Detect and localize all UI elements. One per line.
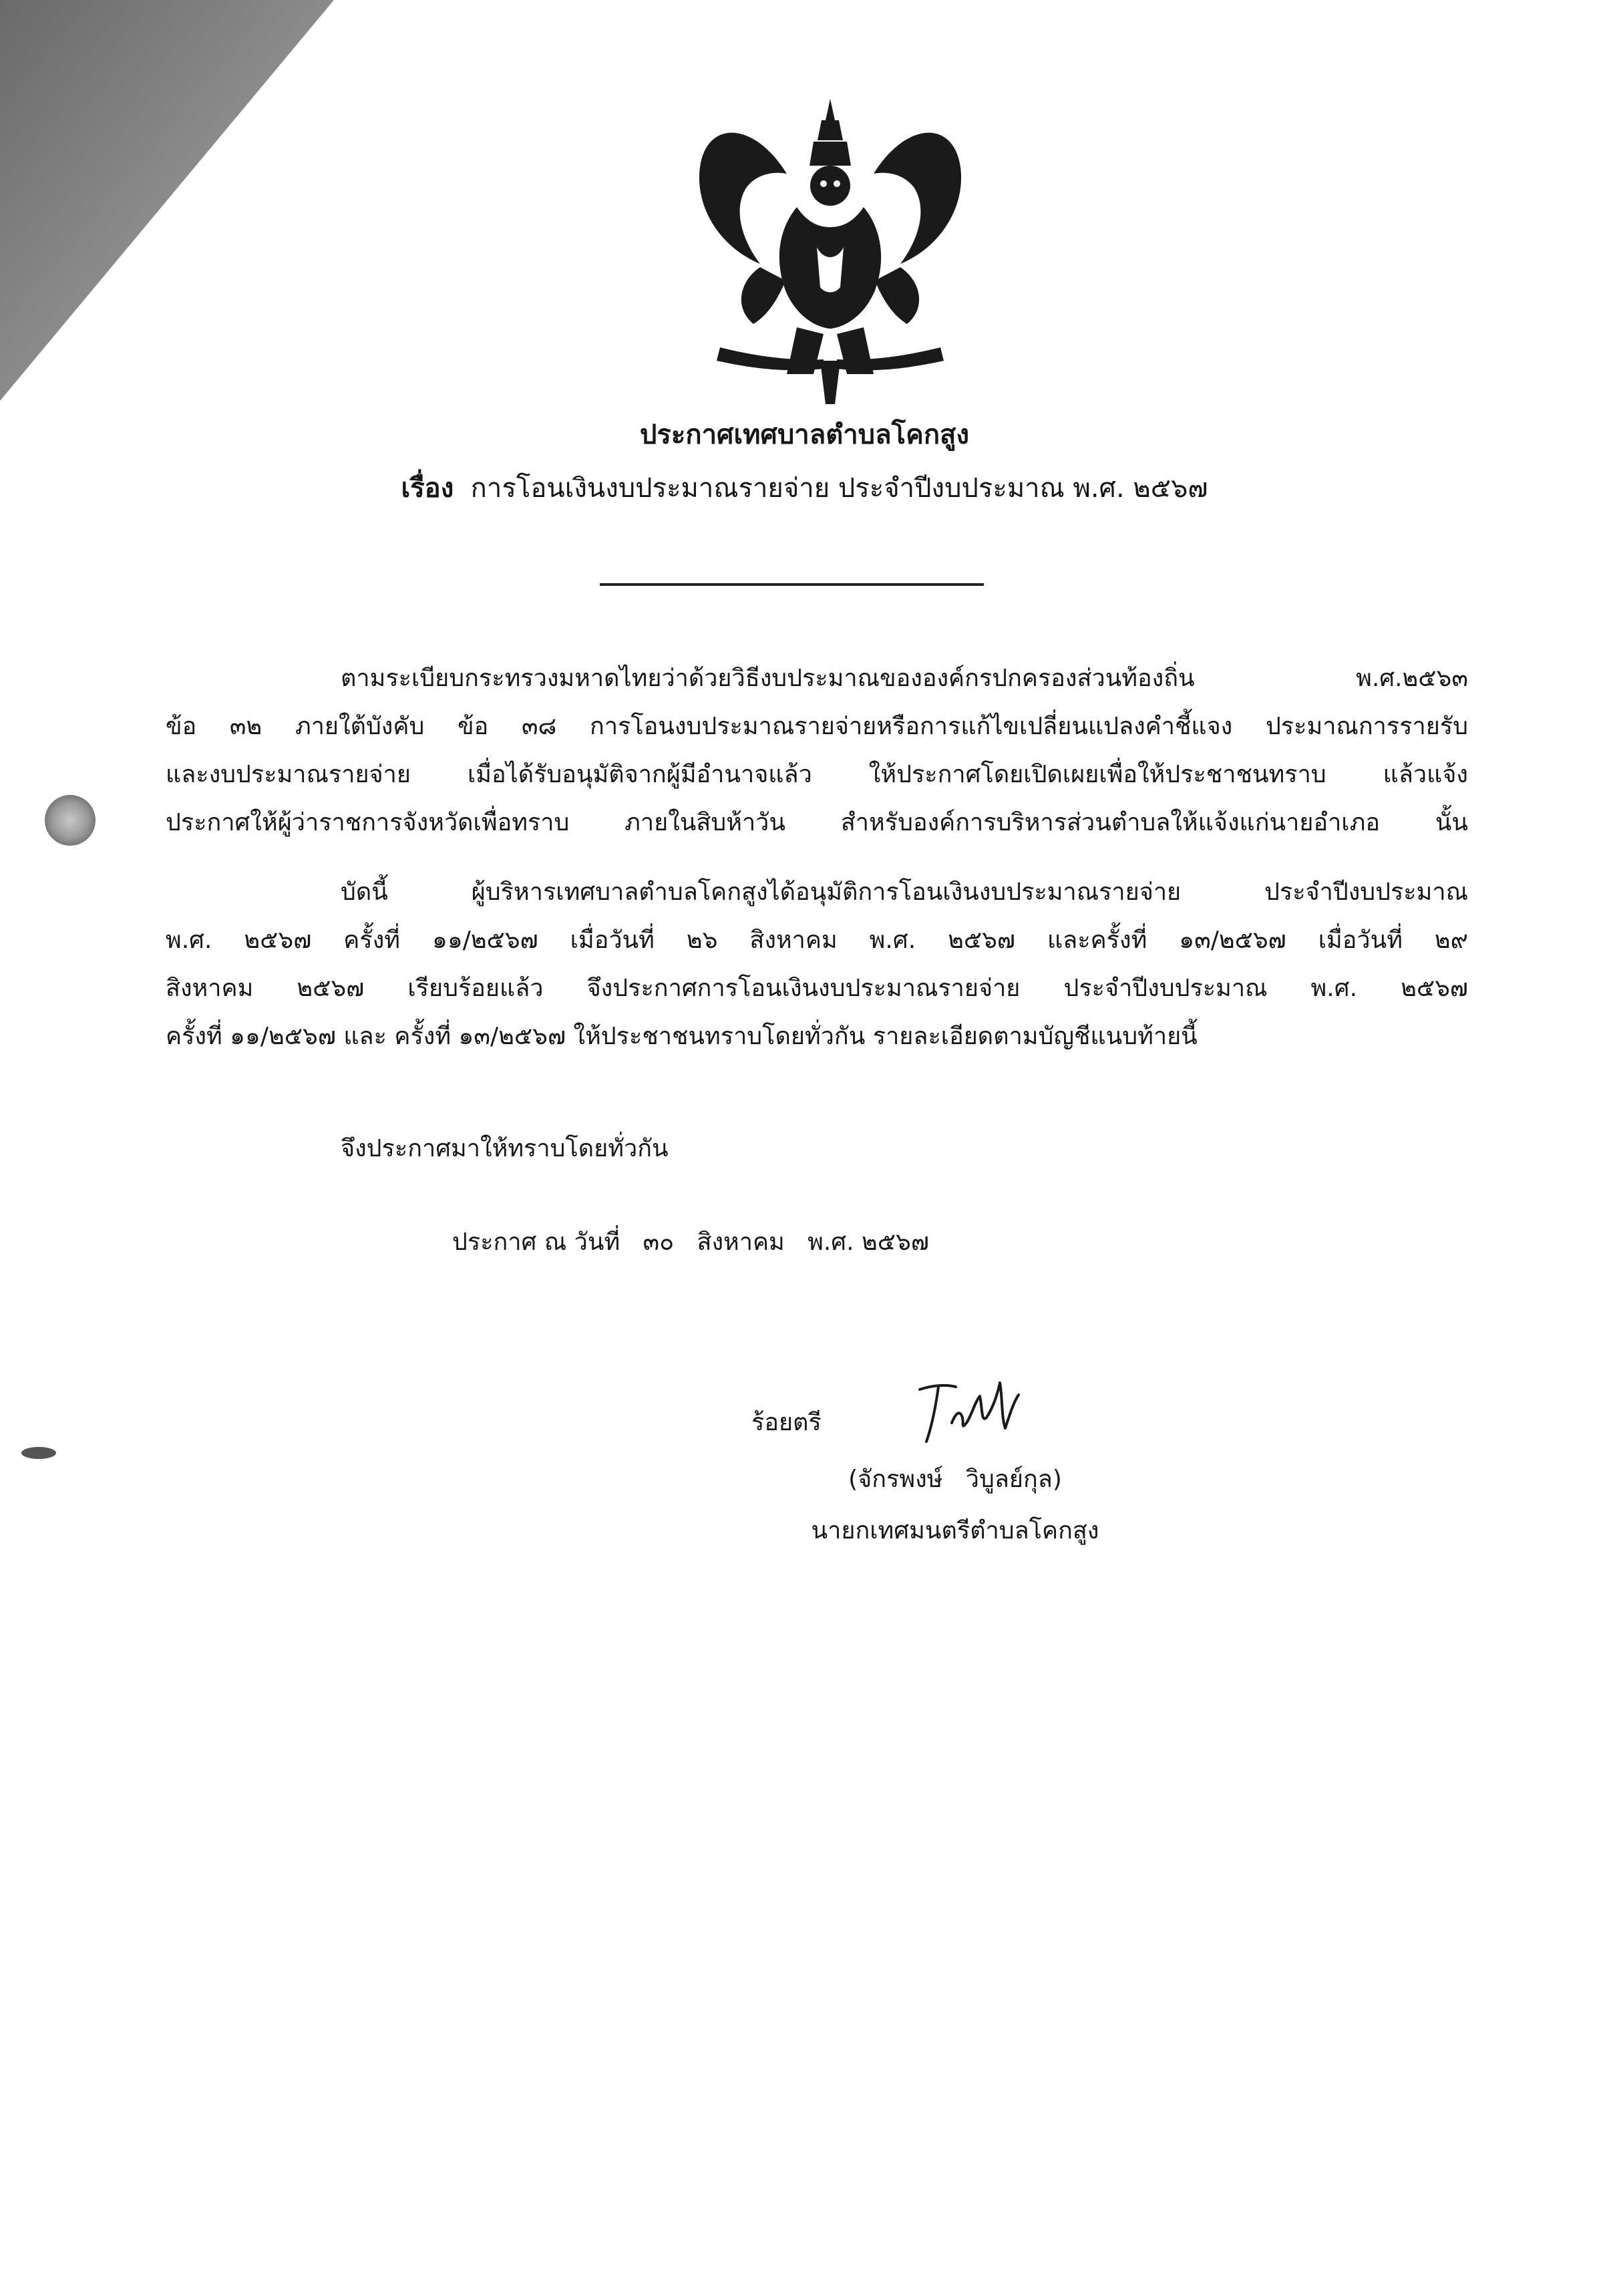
folded-corner-shadow xyxy=(0,0,334,401)
announcement-date: ประกาศ ณ วันที่ ๓๐ สิงหาคม พ.ศ. ๒๕๖๗ xyxy=(452,1228,929,1256)
paragraph-line: บัดนี้ ผู้บริหารเทศบาลตำบลโคกสูงได้อนุมัติการโอนเงินงบประมาณรายจ่าย ประจำปีงบประมาณ xyxy=(341,878,1468,906)
announcement-title: ประกาศเทศบาลตำบลโคกสูง xyxy=(640,420,969,450)
punch-hole xyxy=(45,795,96,846)
paragraph-line: พ.ศ. ๒๕๖๗ ครั้งที่ ๑๑/๒๕๖๗ เมื่อวันที่ ๒๖ สิงหาคม พ.ศ. ๒๕๖๗ และครั้งที่ ๑๓/๒๕๖๗ เมื่อวันที่ ๒๙ xyxy=(166,927,1468,954)
paragraph-approval xyxy=(166,868,1468,1061)
title-divider xyxy=(600,583,984,586)
subject-text: การโอนเงินงบประมาณรายจ่าย ประจำปีงบประมาณ พ.ศ. ๒๕๖๗ xyxy=(470,473,1208,504)
paragraph-line: ประกาศให้ผู้ว่าราชการจังหวัดเพื่อทราบ ภายในสิบห้าวัน สำหรับองค์การบริหารส่วนตำบลให้แจ้งแก่นายอำเภอ นั้น xyxy=(166,809,1468,836)
signatory-position: นายกเทศมนตรีตำบลโคกสูง xyxy=(811,1517,1099,1544)
closing-statement: จึงประกาศมาให้ทราบโดยทั่วกัน xyxy=(341,1135,669,1162)
punch-hole-mark xyxy=(21,1447,56,1459)
signatory-name: (จักรพงษ์ วิบูลย์กุล) xyxy=(848,1466,1062,1493)
signatory-rank: ร้อยตรี xyxy=(751,1409,822,1436)
paragraph-line: สิงหาคม ๒๕๖๗ เรียบร้อยแล้ว จึงประกาศการโอนเงินงบประมาณรายจ่าย ประจำปีงบประมาณ พ.ศ. ๒๕๖๗ xyxy=(166,975,1468,1002)
paragraph-line: ครั้งที่ ๑๑/๒๕๖๗ และ ครั้งที่ ๑๓/๒๕๖๗ ให้ประชาชนทราบโดยทั่วกัน รายละเอียดตามบัญชีแนบท้ายนี้ xyxy=(166,1023,1198,1050)
paragraph-regulation xyxy=(166,655,1468,847)
subject-label: เรื่อง xyxy=(401,473,454,504)
paragraph-line: ข้อ ๓๒ ภายใต้บังคับ ข้อ ๓๘ การโอนงบประมาณรายจ่ายหรือการแก้ไขเปลี่ยนแปลงคำชี้แจง ประมาณการรายรับ xyxy=(166,713,1468,740)
announcement-subject xyxy=(0,466,1609,509)
paragraph-line: ตามระเบียบกระทรวงมหาดไทยว่าด้วยวิธีงบประมาณขององค์กรปกครองส่วนท้องถิ่น พ.ศ.๒๕๖๓ xyxy=(341,665,1468,692)
garuda-emblem-icon xyxy=(680,94,980,407)
paragraph-line: และงบประมาณรายจ่าย เมื่อได้รับอนุมัติจากผู้มีอำนาจแล้ว ให้ประกาศโดยเปิดเผยเพื่อให้ประชาชนทราบ แล้วแจ้ง xyxy=(166,761,1468,788)
handwritten-signature xyxy=(912,1376,1029,1450)
